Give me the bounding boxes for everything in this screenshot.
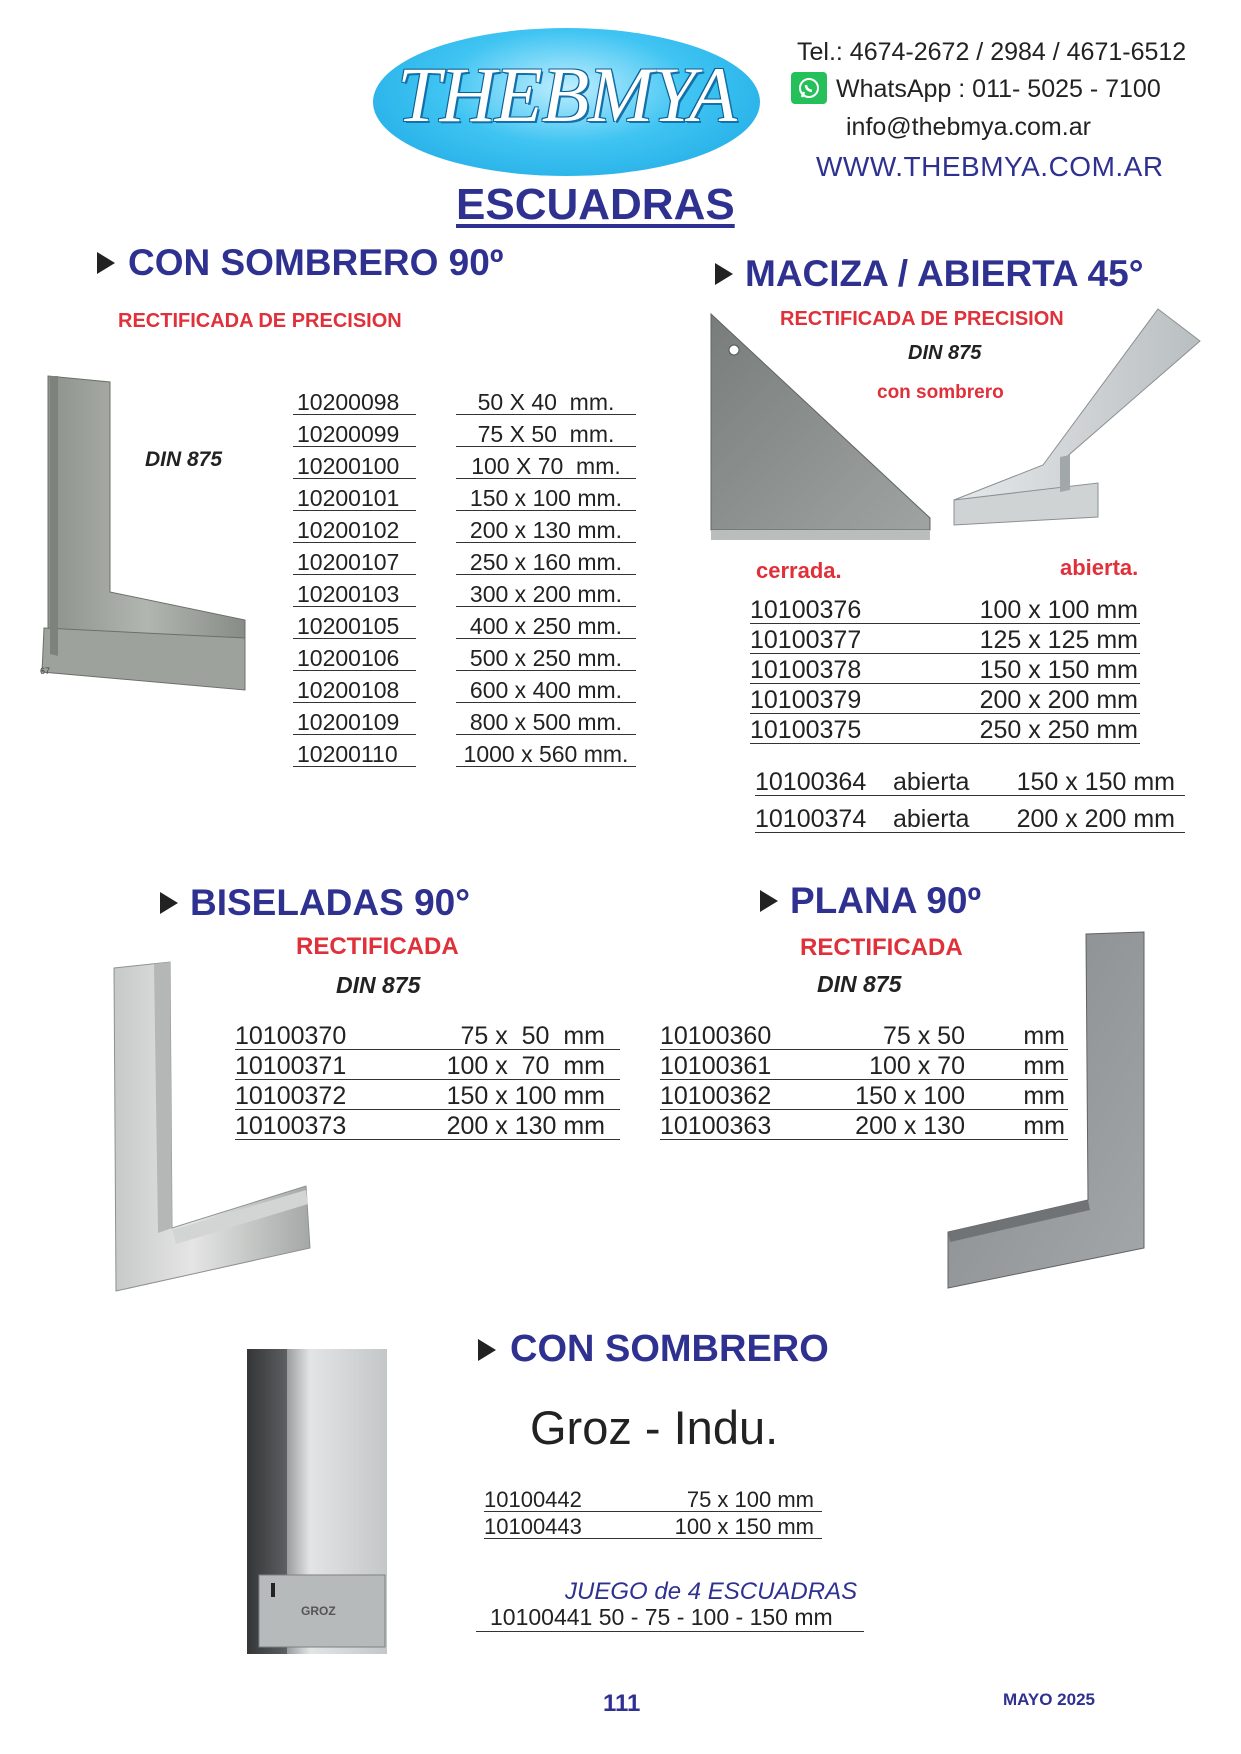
page-title: ESCUADRAS <box>456 180 735 229</box>
svg-text:67: 67 <box>40 666 51 676</box>
din-label: DIN 875 <box>817 971 902 997</box>
section-title-sombrero90: CON SOMBRERO 90º <box>128 242 504 283</box>
label-closed: cerrada. <box>756 558 842 583</box>
product-size: 75 x 50 mm <box>460 1021 605 1050</box>
product-size: 200 x 130 mm. <box>456 518 636 543</box>
product-size: 200 x 130 <box>855 1111 965 1140</box>
section-title-biseladas: BISELADAS 90° <box>190 882 471 923</box>
set-title: JUEGO de 4 ESCUADRAS <box>565 1578 858 1605</box>
bullet-arrow-icon <box>478 1339 496 1361</box>
product-unit: mm <box>1023 1021 1065 1050</box>
product-code: 10100373 <box>235 1111 347 1140</box>
product-size: 200 x 200 mm <box>979 685 1138 714</box>
product-code: 10200098 <box>293 390 416 415</box>
section-title-maciza45: MACIZA / ABIERTA 45° <box>745 253 1144 294</box>
product-size: 100 x 100 mm <box>979 595 1138 624</box>
table-row <box>293 479 636 511</box>
page-number: 111 <box>603 1690 641 1717</box>
product-size: 400 x 250 mm. <box>456 614 636 639</box>
product-size: 150 x 100 <box>855 1081 965 1110</box>
product-code: 10200107 <box>293 550 416 575</box>
product-unit: mm <box>1023 1111 1065 1140</box>
square-with-hat-image <box>40 370 255 705</box>
table-row <box>484 1512 822 1539</box>
product-size: 1000 x 560 mm. <box>456 742 636 767</box>
groz-table <box>484 1485 822 1539</box>
product-code: 10100376 <box>750 595 862 624</box>
table-row <box>293 543 636 575</box>
product-size: 600 x 400 mm. <box>456 678 636 703</box>
open-45-square-image <box>948 305 1203 530</box>
product-size: 250 x 160 mm. <box>456 550 636 575</box>
product-code: 10100378 <box>750 655 862 684</box>
product-code: 10100442 <box>484 1486 582 1512</box>
product-code: 10100377 <box>750 625 862 654</box>
product-code: 10100371 <box>235 1051 347 1080</box>
brand-name: Groz - Indu. <box>530 1401 779 1454</box>
whatsapp-icon <box>791 72 827 104</box>
solid-45-square-image <box>705 308 935 543</box>
table-row <box>660 1050 1068 1080</box>
maciza45-open-table <box>755 759 1185 833</box>
table-row <box>660 1080 1068 1110</box>
table-row <box>293 383 636 415</box>
hat-note: con sombrero <box>877 382 1004 403</box>
table-row <box>293 575 636 607</box>
product-size: 150 x 100 mm <box>446 1081 605 1110</box>
brand-logo-text: THEBMYA <box>397 51 736 138</box>
table-row <box>293 415 636 447</box>
product-size: 500 x 250 mm. <box>456 646 636 671</box>
section-title-plana: PLANA 90º <box>790 880 982 921</box>
product-size: 100 x 70 mm <box>446 1051 605 1080</box>
product-size: 100 X 70 mm. <box>456 454 636 479</box>
product-code: 10100370 <box>235 1021 347 1050</box>
table-row <box>293 671 636 703</box>
set-row: 10100441 50 - 75 - 100 - 150 mm <box>476 1604 864 1632</box>
section-subtitle: RECTIFICADA DE PRECISION <box>118 310 402 332</box>
table-row <box>293 735 636 767</box>
din-label: DIN 875 <box>336 972 421 998</box>
section-subtitle: RECTIFICADA <box>800 934 963 961</box>
product-code: 10200099 <box>293 422 416 447</box>
product-code: 10100443 <box>484 1513 582 1539</box>
table-row <box>750 594 1140 624</box>
maciza45-table <box>750 594 1140 744</box>
product-code: 10200108 <box>293 678 416 703</box>
table-row <box>293 607 636 639</box>
section-title-groz: CON SOMBRERO <box>510 1328 829 1370</box>
product-size: 200 x 200 mm <box>1016 804 1175 833</box>
product-code: 10200102 <box>293 518 416 543</box>
table-row <box>750 654 1140 684</box>
product-size: 300 x 200 mm. <box>456 582 636 607</box>
table-row <box>484 1485 822 1512</box>
product-code: 10100364 <box>755 767 867 796</box>
plana-table <box>660 1020 1068 1140</box>
product-size: 150 x 150 mm <box>1016 767 1175 796</box>
table-row <box>660 1110 1068 1140</box>
product-code: 10200105 <box>293 614 416 639</box>
product-size: 100 x 150 mm <box>674 1513 814 1539</box>
bullet-arrow-icon <box>760 890 778 912</box>
product-code: 10100362 <box>660 1081 772 1110</box>
section-subtitle: RECTIFICADA DE PRECISION <box>780 308 1064 330</box>
product-code: 10200110 <box>293 742 416 767</box>
product-size: 200 x 130 mm <box>446 1111 605 1140</box>
table-row <box>755 759 1185 796</box>
table-row <box>235 1110 620 1140</box>
product-code: 10200106 <box>293 646 416 671</box>
product-code: 10200100 <box>293 454 416 479</box>
groz-stamp: GROZ <box>301 1604 336 1618</box>
product-type: abierta <box>893 767 970 796</box>
product-code: 10100361 <box>660 1051 772 1080</box>
din-label: DIN 875 <box>908 342 982 364</box>
section-subtitle: RECTIFICADA <box>296 933 459 960</box>
product-code: 10100375 <box>750 715 862 744</box>
product-size: 800 x 500 mm. <box>456 710 636 735</box>
product-size: 75 x 50 <box>882 1021 965 1050</box>
table-row <box>235 1080 620 1110</box>
whatsapp-number: WhatsApp : 011- 5025 - 7100 <box>836 75 1161 103</box>
phone-numbers: Tel.: 4674-2672 / 2984 / 4671-6512 <box>797 38 1187 66</box>
product-code: 10200109 <box>293 710 416 735</box>
table-row <box>293 703 636 735</box>
table-row <box>293 447 636 479</box>
email-address[interactable]: info@thebmya.com.ar <box>846 113 1091 141</box>
product-size: 250 x 250 mm <box>979 715 1138 744</box>
bullet-arrow-icon <box>160 892 178 914</box>
footer-date: MAYO 2025 <box>1003 1690 1095 1709</box>
product-size: 150 x 100 mm. <box>456 486 636 511</box>
table-row <box>750 714 1140 744</box>
product-size: 150 x 150 mm <box>979 655 1138 684</box>
product-unit: mm <box>1023 1081 1065 1110</box>
table-row <box>755 796 1185 833</box>
table-row <box>293 511 636 543</box>
product-code: 10200101 <box>293 486 416 511</box>
product-code: 10100360 <box>660 1021 772 1050</box>
biseladas-table <box>235 1020 620 1140</box>
sombrero90-table <box>293 383 636 767</box>
table-row <box>660 1020 1068 1050</box>
table-row <box>293 639 636 671</box>
table-row <box>235 1050 620 1080</box>
label-open: abierta. <box>1060 555 1139 580</box>
bullet-arrow-icon <box>715 263 733 285</box>
groz-square-image <box>245 1345 395 1660</box>
product-code: 10200103 <box>293 582 416 607</box>
table-row <box>750 624 1140 654</box>
product-size: 50 X 40 mm. <box>456 390 636 415</box>
product-code: 10100363 <box>660 1111 772 1140</box>
bullet-arrow-icon <box>97 252 115 274</box>
product-size: 125 x 125 mm <box>979 625 1138 654</box>
product-code: 10100372 <box>235 1081 347 1110</box>
din-label: DIN 875 <box>145 448 223 471</box>
table-row <box>750 684 1140 714</box>
product-code: 10100374 <box>755 804 867 833</box>
product-size: 75 x 100 mm <box>686 1486 814 1512</box>
product-code: 10100379 <box>750 685 862 714</box>
product-size: 100 x 70 <box>869 1051 965 1080</box>
table-row <box>235 1020 620 1050</box>
product-size: 75 X 50 mm. <box>456 422 636 447</box>
website-link[interactable]: WWW.THEBMYA.COM.AR <box>816 151 1164 182</box>
product-unit: mm <box>1023 1051 1065 1080</box>
product-type: abierta <box>893 804 970 833</box>
